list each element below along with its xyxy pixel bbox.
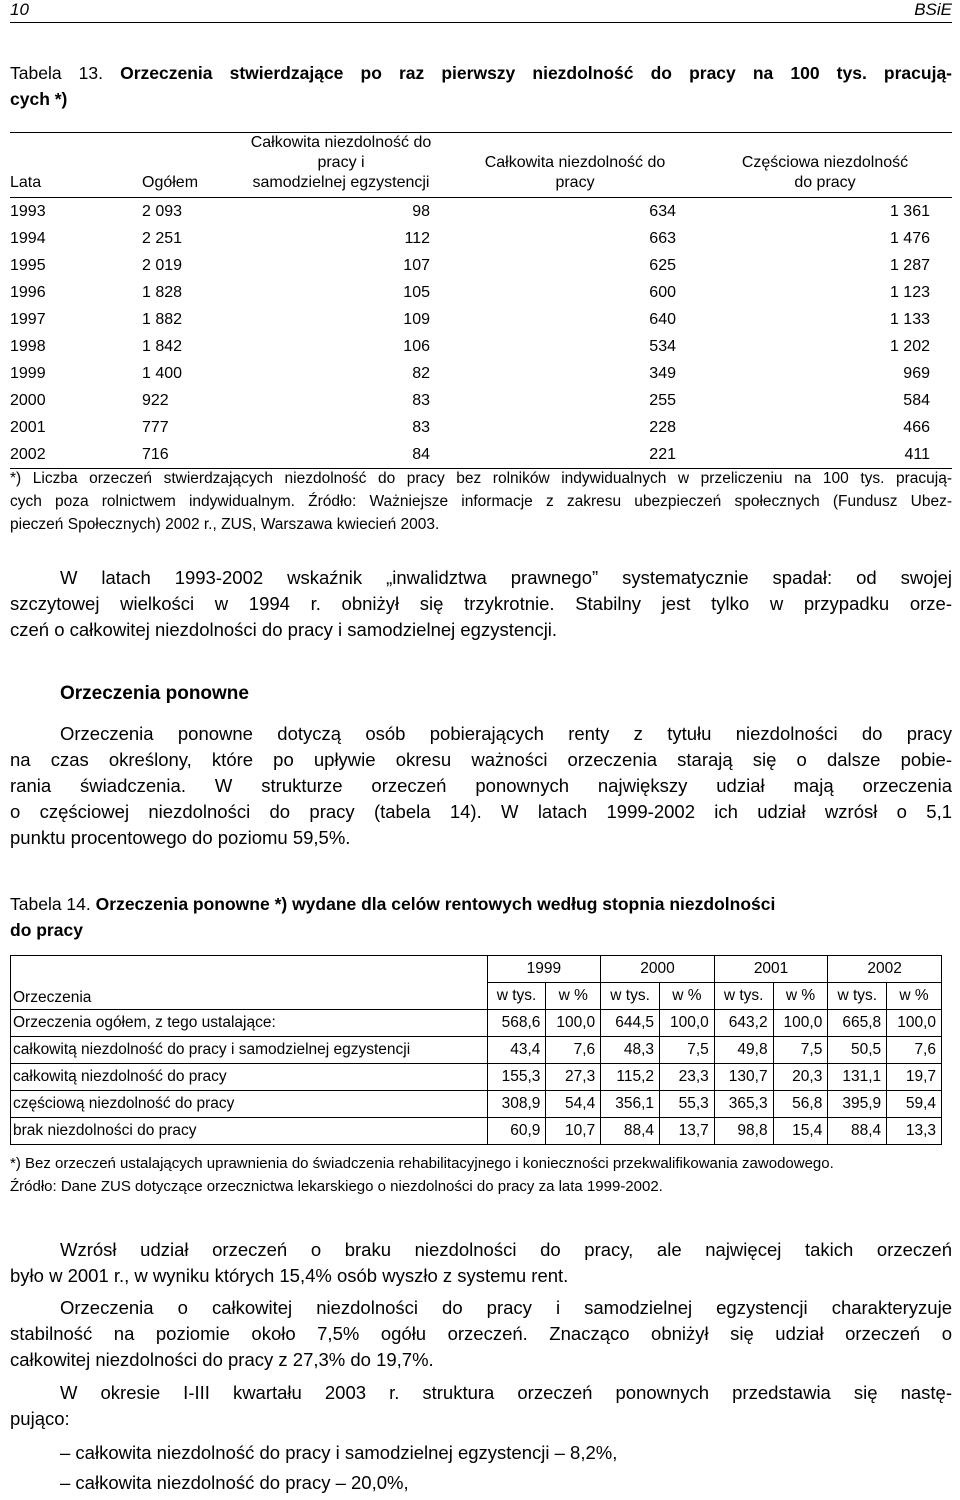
table13-value-cell: 600: [649, 283, 676, 301]
table13-value-cell: 1 361: [889, 202, 930, 220]
table13-year-cell: 2000: [10, 391, 46, 409]
paragraph-line: stabilność na poziomie około 7,5% ogółu orzeczeń. Znacząco obniżył się udział orzeczeń o: [10, 1323, 952, 1344]
paragraph-line: na czas określony, które po upływie okresu ważności orzeczenia starają się o dalsze pobie-: [10, 749, 952, 770]
table13-value-cell: 107: [403, 256, 430, 274]
table14-value-cell: 665,8: [828, 1010, 887, 1037]
table-row: [10, 414, 952, 441]
table13-value-cell: 640: [649, 310, 676, 328]
table14-unit: w %: [887, 983, 942, 1010]
table14-value-cell: 644,5: [601, 1010, 660, 1037]
paragraph-1: [10, 565, 952, 643]
table13-year-cell: 1994: [10, 229, 46, 247]
list-item: – całkowita niezdolność do pracy i samodzielnej egzystencji – 8,2%,: [60, 1442, 618, 1463]
table13-value-cell: 98: [412, 202, 430, 220]
table14-value-cell: 13,7: [660, 1118, 715, 1145]
table14-value-cell: 568,6: [487, 1010, 546, 1037]
table14-unit: w tys.: [714, 983, 773, 1010]
table13-value-cell: 2 019: [142, 256, 183, 274]
table13-header-col2: Całkowita niezdolność do pracy: [484, 154, 666, 191]
running-header: [10, 0, 952, 23]
table14-value-cell: 10,7: [546, 1118, 601, 1145]
table13-value-cell: 1 828: [142, 283, 183, 301]
table13-value-cell: 84: [412, 445, 430, 463]
table14-value-cell: 59,4: [887, 1091, 942, 1118]
paragraph-5: [10, 1380, 952, 1432]
table13-value-cell: 221: [649, 445, 676, 463]
table14-value-cell: 49,8: [714, 1037, 773, 1064]
paragraph-line: rania świadczenia. W strukturze orzeczeń ponownych największy udział mają orzeczenia: [10, 775, 952, 796]
table13-value-cell: 922: [142, 391, 169, 409]
table14-unit: w tys.: [487, 983, 546, 1010]
table-row: [11, 1091, 942, 1118]
table13-value-cell: 255: [649, 391, 676, 409]
table13-value-cell: 83: [412, 391, 430, 409]
table14-footnote-line: Źródło: Dane ZUS dotyczące orzecznictwa lekarskiego o niezdolności do pracy za lata 1999-2002.: [10, 1178, 663, 1195]
table14-unit: w tys.: [828, 983, 887, 1010]
table13-year-cell: 2001: [10, 418, 46, 436]
table13-caption-title: Orzeczenia stwierdzające po raz pierwszy niezdolność do pracy na 100 tys. pracują-: [120, 63, 953, 83]
table13-value-cell: 534: [649, 337, 676, 355]
table14-caption-label: Tabela 14.: [10, 894, 91, 914]
table14-value-cell: 55,3: [660, 1091, 715, 1118]
table14-value-cell: 88,4: [828, 1118, 887, 1145]
table-row: [10, 306, 952, 333]
table14-year: 2000: [601, 956, 715, 983]
table14-value-cell: 115,2: [601, 1064, 660, 1091]
table14-value-cell: 19,7: [887, 1064, 942, 1091]
table14-unit: w %: [773, 983, 828, 1010]
table13-header-ogolem: Ogółem: [142, 174, 199, 191]
table13-header-row: [10, 133, 952, 198]
table14-value-cell: 7,5: [660, 1037, 715, 1064]
table13-year-cell: 1999: [10, 364, 46, 382]
table14: [10, 955, 942, 1145]
table13-value-cell: 112: [404, 229, 430, 247]
table13-value-cell: 2 093: [142, 202, 183, 220]
table14-caption-title-cont: do pracy: [10, 920, 83, 940]
paragraph-line: całkowitej niezdolności do pracy z 27,3% do 19,7%.: [10, 1349, 434, 1370]
paragraph-line: pująco:: [10, 1408, 70, 1429]
table13-value-cell: 349: [649, 364, 676, 382]
table14-value-cell: 88,4: [601, 1118, 660, 1145]
table13-footnote-line: *) Liczba orzeczeń stwierdzających niezdolność do pracy bez rolników indywidualnych w przeliczeniu na 100 tys. pracują-: [10, 470, 952, 487]
table14-row-label: Orzeczenia ogółem, z tego ustalające:: [11, 1010, 488, 1037]
table14-caption-title: Orzeczenia ponowne *) wydane dla celów rentowych według stopnia niezdolności: [95, 894, 776, 914]
paragraph-line: było w 2001 r., w wyniku których 15,4% osób wyszło z systemu rent.: [10, 1265, 569, 1286]
table14-footnote: [10, 1152, 952, 1198]
table13-value-cell: 1 882: [142, 310, 183, 328]
table13-value-cell: 1 133: [889, 310, 930, 328]
table14-value-cell: 7,6: [887, 1037, 942, 1064]
table13-header-lata: Lata: [10, 174, 42, 191]
table13-value-cell: 109: [403, 310, 430, 328]
table14-row-header: Orzeczenia: [11, 956, 488, 1010]
paragraph-line: punktu procentowego do poziomu 59,5%.: [10, 827, 351, 848]
table13-year-cell: 1997: [10, 310, 46, 328]
table13-value-cell: 105: [403, 283, 430, 301]
table14-unit: w %: [660, 983, 715, 1010]
table14-value-cell: 54,4: [546, 1091, 601, 1118]
table14-value-cell: 130,7: [714, 1064, 773, 1091]
paragraph-line: o częściowej niezdolności do pracy (tabela 14). W latach 1999-2002 ich udział wzrósł o 5,1: [10, 801, 952, 822]
table13-value-cell: 82: [412, 364, 430, 382]
table14-value-cell: 27,3: [546, 1064, 601, 1091]
table13-value-cell: 584: [903, 391, 930, 409]
table14-value-cell: 131,1: [828, 1064, 887, 1091]
table14-unit: w tys.: [601, 983, 660, 1010]
table13-footnote-line: cych poza rolnictwem indywidualnym. Źródło: Ważniejsze informacje z zakresu ubezpieczeń społecznych (Fundusz Ubez-: [10, 493, 952, 510]
table13-value-cell: 1 202: [889, 337, 930, 355]
paragraph-line: Orzeczenia ponowne dotyczą osób pobierających renty z tytułu niezdolności do pracy: [60, 723, 952, 744]
table13-value-cell: 969: [903, 364, 930, 382]
table14-years-row: [11, 956, 942, 983]
table14-value-cell: 23,3: [660, 1064, 715, 1091]
table14-value-cell: 643,2: [714, 1010, 773, 1037]
table14-value-cell: 56,8: [773, 1091, 828, 1118]
paragraph-line: W latach 1993-2002 wskaźnik „inwalidztwa prawnego” systematycznie spadał: od swojej: [60, 567, 952, 588]
table14-unit: w %: [546, 983, 601, 1010]
table13-value-cell: 716: [142, 445, 169, 463]
table14-value-cell: 50,5: [828, 1037, 887, 1064]
table-row: [10, 441, 952, 469]
table-row: [10, 279, 952, 306]
table14-row-label: całkowitą niezdolność do pracy i samodzielnej egzystencji: [11, 1037, 488, 1064]
table14-value-cell: 356,1: [601, 1091, 660, 1118]
table14-value-cell: 7,6: [546, 1037, 601, 1064]
table13-value-cell: 228: [649, 418, 676, 436]
table13-value-cell: 1 287: [889, 256, 930, 274]
table-row: [10, 333, 952, 360]
table14-value-cell: 100,0: [546, 1010, 601, 1037]
table13-value-cell: 411: [904, 445, 930, 463]
table13-value-cell: 83: [412, 418, 430, 436]
table-row: [10, 387, 952, 414]
table13-value-cell: 1 476: [889, 229, 930, 247]
publisher-name: BSiE: [914, 0, 952, 19]
table-row: [10, 252, 952, 279]
table13-year-cell: 2002: [10, 445, 46, 463]
paragraph-2: [10, 721, 952, 851]
table14-row-label: brak niezdolności do pracy: [11, 1118, 488, 1145]
paragraph-line: Wzrósł udział orzeczeń o braku niezdolności do pracy, ale najwięcej takich orzeczeń: [60, 1239, 952, 1260]
table14-value-cell: 7,5: [773, 1037, 828, 1064]
table13-value-cell: 777: [142, 418, 169, 436]
table14-year: 1999: [487, 956, 601, 983]
table14-year: 2002: [828, 956, 942, 983]
table14-value-cell: 43,4: [487, 1037, 546, 1064]
table14-value-cell: 308,9: [487, 1091, 546, 1118]
table13-value-cell: 663: [649, 229, 676, 247]
section-heading: Orzeczenia ponowne: [60, 683, 249, 704]
table14-value-cell: 13,3: [887, 1118, 942, 1145]
paragraph-line: Orzeczenia o całkowitej niezdolności do pracy i samodzielnej egzystencji charakteryzuje: [60, 1297, 952, 1318]
table13-value-cell: 2 251: [142, 229, 183, 247]
table14-value-cell: 15,4: [773, 1118, 828, 1145]
table13-value-cell: 1 400: [142, 364, 183, 382]
table13-header-col1: Całkowita niezdolność do pracy i samodzielnej egzystencji: [250, 134, 432, 191]
table-row: [11, 1037, 942, 1064]
table13-year-cell: 1996: [10, 283, 46, 301]
table13: [10, 132, 952, 469]
table14-value-cell: 155,3: [487, 1064, 546, 1091]
paragraph-3: [10, 1237, 952, 1289]
table13-footnote-line: pieczeń Społecznych) 2002 r., ZUS, Warszawa kwiecień 2003.: [10, 516, 440, 533]
table13-year-cell: 1995: [10, 256, 46, 274]
table13-caption: [10, 60, 952, 112]
table-row: [10, 198, 952, 226]
table13-footnote: [10, 467, 952, 536]
table13-year-cell: 1998: [10, 337, 46, 355]
table14-row-label: częściową niezdolność do pracy: [11, 1091, 488, 1118]
table14-value-cell: 365,3: [714, 1091, 773, 1118]
table-row: [10, 360, 952, 387]
table13-value-cell: 634: [649, 202, 676, 220]
paragraph-line: czeń o całkowitej niezdolności do pracy i samodzielnej egzystencji.: [10, 619, 558, 640]
table-row: [11, 1010, 942, 1037]
table13-value-cell: 106: [403, 337, 430, 355]
table13-year-cell: 1993: [10, 202, 46, 220]
table13-value-cell: 1 842: [142, 337, 183, 355]
list-item: – całkowita niezdolność do pracy – 20,0%,: [60, 1472, 409, 1493]
table-row: [11, 1118, 942, 1145]
table14-value-cell: 60,9: [487, 1118, 546, 1145]
table-row: [10, 225, 952, 252]
table13-header-col3: Częściowa niezdolność do pracy: [741, 154, 909, 191]
page-number: 10: [10, 0, 29, 19]
table13-value-cell: 466: [903, 418, 930, 436]
table-row: [11, 1064, 942, 1091]
table14-footnote-line: *) Bez orzeczeń ustalających uprawnienia do świadczenia rehabilitacyjnego i konieczności przekwalifikowania zawodowego.: [10, 1155, 834, 1172]
table13-caption-title-cont: cych *): [10, 89, 68, 109]
table14-year: 2001: [714, 956, 828, 983]
table14-value-cell: 395,9: [828, 1091, 887, 1118]
paragraph-line: szczytowej wielkości w 1994 r. obniżył się trzykrotnie. Stabilny jest tylko w przypadku orze-: [10, 593, 952, 614]
table14-value-cell: 100,0: [660, 1010, 715, 1037]
table13-caption-label: Tabela 13.: [10, 63, 103, 83]
table14-row-label: całkowitą niezdolność do pracy: [11, 1064, 488, 1091]
table14-value-cell: 100,0: [773, 1010, 828, 1037]
paragraph-4: [10, 1295, 952, 1373]
table14-value-cell: 20,3: [773, 1064, 828, 1091]
table14-value-cell: 98,8: [714, 1118, 773, 1145]
table14-value-cell: 100,0: [887, 1010, 942, 1037]
table14-value-cell: 48,3: [601, 1037, 660, 1064]
table13-value-cell: 625: [649, 256, 676, 274]
paragraph-line: W okresie I-III kwartału 2003 r. struktura orzeczeń ponownych przedstawia się nastę-: [60, 1382, 952, 1403]
table14-caption: [10, 891, 952, 943]
table13-value-cell: 1 123: [889, 283, 930, 301]
